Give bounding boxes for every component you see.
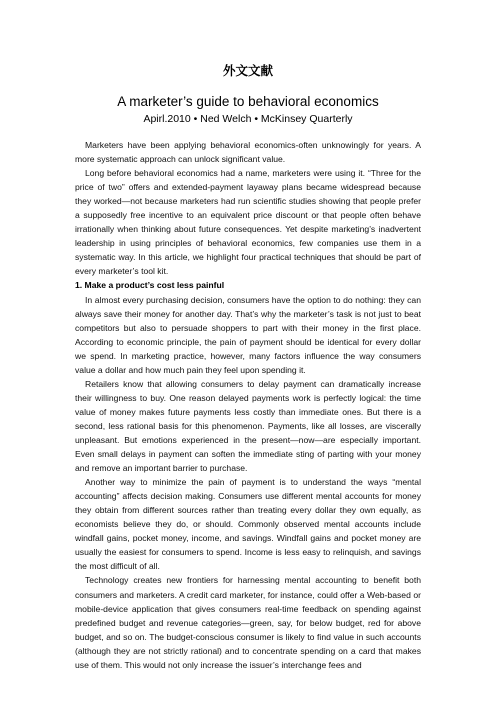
article-body: [75, 138, 421, 672]
body-paragraph: Another way to minimize the pain of payment is to understand the ways “mental accounting” affects decision making. Consumers use different mental accounts for money they obtain from different sources rather than treating every dollar they own equally, as economists believe they do, or should. Commonly observed mental accounts include windfall gains, pocket money, income, and savings. Windfall gains and pocket money are usually the easiest for consumers to spend. Income is less easy to relinquish, and savings the most difficult of all.: [75, 477, 421, 572]
article-title: A marketer’s guide to behavioral economics: [117, 94, 379, 109]
section-heading: 1. Make a product’s cost less painful: [75, 280, 225, 291]
body-paragraph: Technology creates new frontiers for harnessing mental accounting to benefit both consumers and marketers. A credit card marketer, for instance, could offer a Web-based or mobile-device application that gives consumers real-time feedback on spending against predefined budget and revenue categories—green, say, for below budget, red for above budget, and so on. The budget-conscious consumer is likely to find value in such accounts (although they are not strictly rational) and to concentrate spending on a card that makes use of them. This would not only increase the issuer’s interchange fees and: [75, 575, 421, 670]
intro-paragraph: Marketers have been applying behavioral economics-often unknowingly for years. A more systematic approach can unlock significant value.: [75, 140, 421, 165]
body-paragraph: In almost every purchasing decision, consumers have the option to do nothing: they can always save their money for another day. That’s why the marketer’s task is not just to beat competitors but also to persuade shoppers to part with their money in the first place. According to economic principle, the pain of payment should be identical for every dollar we spend. In marketing practice, however, many factors influence the way consumers value a dollar and how much pain they feel upon spending it.: [75, 294, 421, 375]
body-paragraph: Long before behavioral economics had a name, marketers were using it. “Three for the price of two” offers and extended-payment layaway plans became widespread because they worked—not because marketers had run scientific studies showing that people prefer a supposedly free incentive to an equivalent price discount or that people often behave irrationally when thinking about future consequences. Yet despite marketing’s inadvertent leadership in using principles of behavioral economics, few companies use them in a systematic way. In this article, we highlight four practical techniques that should be part of every marketer’s tool kit.: [75, 168, 421, 277]
document-label: 外文文献: [222, 63, 273, 78]
body-paragraph: Retailers know that allowing consumers to delay payment can dramatically increase their willingness to buy. One reason delayed payments work is perfectly logical: the time value of money makes future payments less costly than immediate ones. But there is a second, less rational basis for this phenomenon. Payments, like all losses, are viscerally unpleasant. But emotions experienced in the present—now—are especially important. Even small delays in payment can soften the immediate sting of parting with your money and remove an important barrier to purchase.: [75, 378, 421, 474]
article-byline: Apirl.2010 • Ned Welch • McKinsey Quarterly: [143, 113, 353, 125]
